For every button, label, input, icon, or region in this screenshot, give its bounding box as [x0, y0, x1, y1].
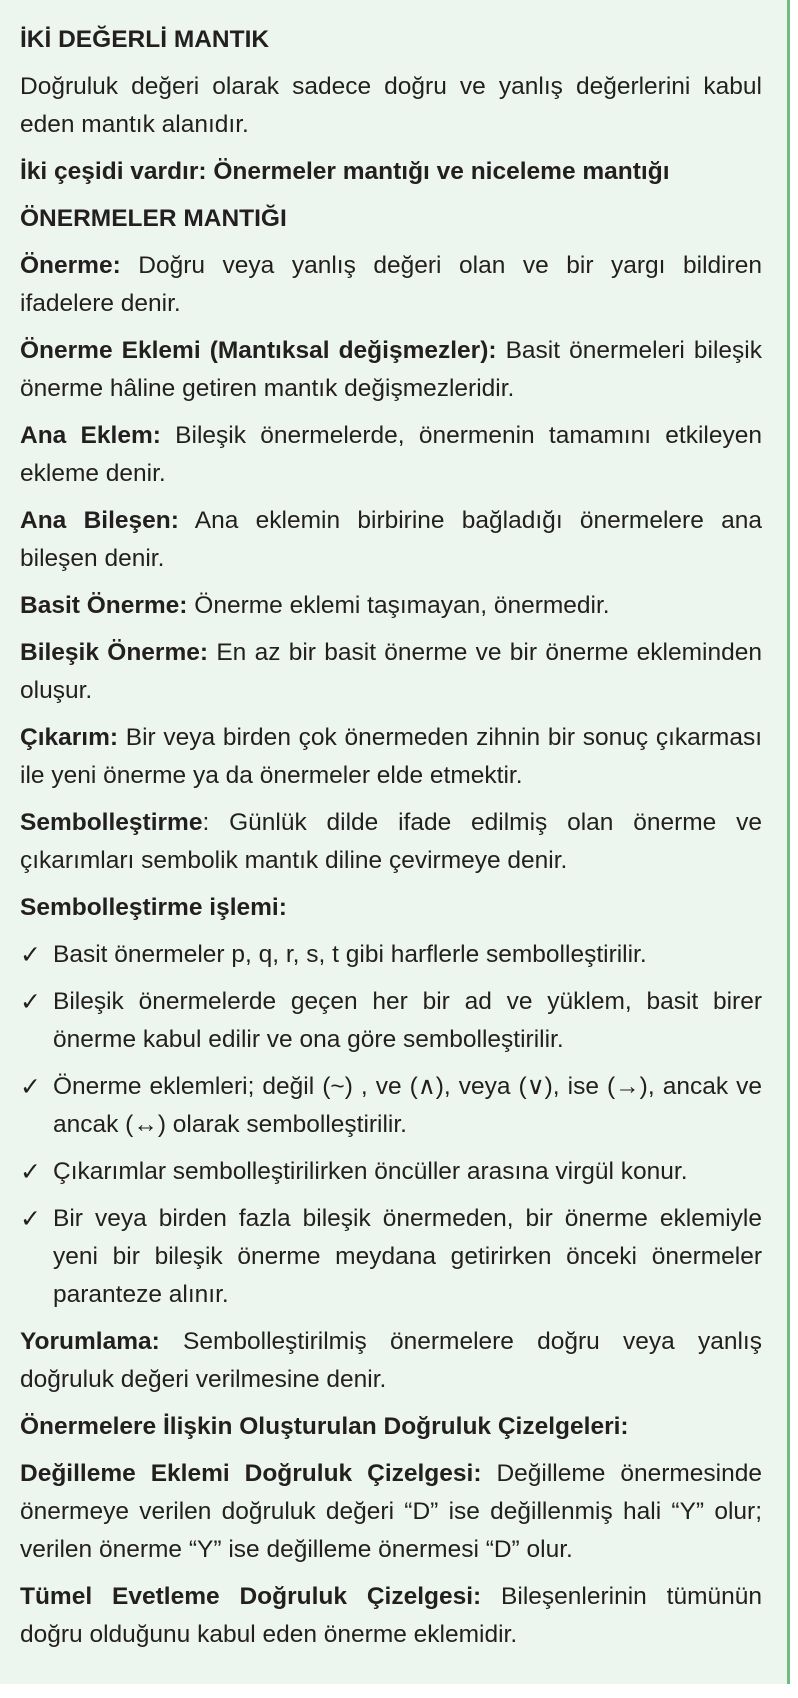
definition-sembollestirme: [20, 804, 762, 880]
definition-bilesik-onerme: [20, 634, 762, 710]
definition-text: Bir veya birden çok önermeden zihnin bir sonuç çıkarması ile yeni önerme ya da önermeler elde etmektir.: [20, 724, 762, 789]
list-item: [20, 1068, 762, 1144]
list-item: [20, 936, 762, 974]
definition-text: Basit önermeleri bileşik önerme hâline getiren mantık değişmezleridir.: [20, 337, 762, 402]
term: Önerme:: [20, 252, 121, 279]
definition-text: : Günlük dilde ifade edilmiş olan önerme ve çıkarımları sembolik mantık diline çevirmeye denir.: [20, 809, 762, 874]
term: Önerme Eklemi (Mantıksal değişmezler):: [20, 337, 497, 364]
definition-yorumlama: [20, 1323, 762, 1399]
definition-text: Değilleme önermesinde önermeye verilen doğruluk değeri “D” ise değillenmiş hali “Y” olur; verilen önerme “Y” ise değilleme önermesi “D” olur.: [20, 1460, 762, 1563]
term: Ana Bileşen:: [20, 507, 179, 534]
term: Sembolleştirme: [20, 809, 203, 836]
list-item: [20, 983, 762, 1059]
term: Çıkarım:: [20, 724, 119, 751]
definition-tumel-evetleme: [20, 1578, 762, 1654]
definition-text: En az bir basit önerme ve bir önerme ekleminden oluşur.: [20, 639, 762, 704]
definition-onerme: [20, 247, 762, 323]
list-item-text: Bileşik önermelerde geçen her bir ad ve yüklem, basit birer önerme kabul edilir ve ona göre sembolleştirilir.: [53, 988, 762, 1053]
checkmark-icon: ✓: [20, 1205, 41, 1233]
paragraph-definition: Doğruluk değeri olarak sadece doğru ve yanlış değerlerini kabul eden mantık alanıdır.: [20, 73, 762, 138]
definition-text: Ana eklemin birbirine bağladığı önermelere ana bileşen denir.: [20, 507, 762, 572]
definition-text: Sembolleştirilmiş önermelere doğru veya yanlış doğruluk değeri verilmesine denir.: [20, 1328, 762, 1393]
term: Yorumlama:: [20, 1328, 160, 1355]
bottom-margin: [0, 1684, 790, 1698]
term: Basit Önerme:: [20, 592, 188, 619]
definition-cikarim: [20, 719, 762, 795]
term: Tümel Evetleme Doğruluk Çizelgesi:: [20, 1583, 482, 1610]
definition-ana-eklem: [20, 417, 762, 493]
list-item: [20, 1200, 762, 1314]
list-item-text: Önerme eklemleri; değil (~) , ve (∧), veya (∨), ise (→), ancak ve ancak (↔) olarak sembolleştirilir.: [53, 1073, 762, 1138]
term: Ana Eklem:: [20, 422, 161, 449]
symbolization-list: [20, 936, 762, 1314]
definition-text: Bileşik önermelerde, önermenin tamamını etkileyen ekleme denir.: [20, 422, 763, 487]
definition-ana-bilesen: [20, 502, 762, 578]
truth-tables-heading: Önermelere İlişkin Oluşturulan Doğruluk Çizelgeleri:: [20, 1413, 629, 1440]
checkmark-icon: ✓: [20, 1158, 41, 1186]
checkmark-icon: ✓: [20, 941, 41, 969]
definition-basit-onerme: [20, 587, 762, 625]
definition-text: Bileşenlerinin tümünün doğru olduğunu kabul eden önerme eklemidir.: [20, 1583, 762, 1648]
list-item-text: Bir veya birden fazla bileşik önermeden, bir önerme eklemiyle yeni bir bileşik önerme meydana getirirken önceki önermeler paranteze alınır.: [53, 1205, 762, 1308]
paragraph-types: İki çeşidi vardır: Önermeler mantığı ve niceleme mantığı: [20, 158, 670, 185]
list-item-text: Çıkarımlar sembolleştirilirken öncüller arasına virgül konur.: [53, 1158, 688, 1185]
term: Bileşik Önerme:: [20, 639, 209, 666]
symbolization-heading: Sembolleştirme işlemi:: [20, 894, 287, 921]
checkmark-icon: ✓: [20, 988, 41, 1016]
list-item-text: Basit önermeler p, q, r, s, t gibi harflerle sembolleştirilir.: [53, 941, 647, 968]
definition-degilleme: [20, 1455, 762, 1569]
definition-onerme-eklemi: [20, 332, 762, 408]
term: Değilleme Eklemi Doğruluk Çizelgesi:: [20, 1460, 482, 1487]
list-item: [20, 1153, 762, 1191]
definition-text: Doğru veya yanlış değeri olan ve bir yargı bildiren ifadelere denir.: [20, 252, 762, 317]
checkmark-icon: ✓: [20, 1073, 41, 1101]
definition-text: Önerme eklemi taşımayan, önermedir.: [187, 592, 610, 619]
heading-iki-degerli-mantik: İKİ DEĞERLİ MANTIK: [20, 26, 270, 53]
heading-onermeler-mantigi: ÖNERMELER MANTIĞI: [20, 205, 287, 232]
